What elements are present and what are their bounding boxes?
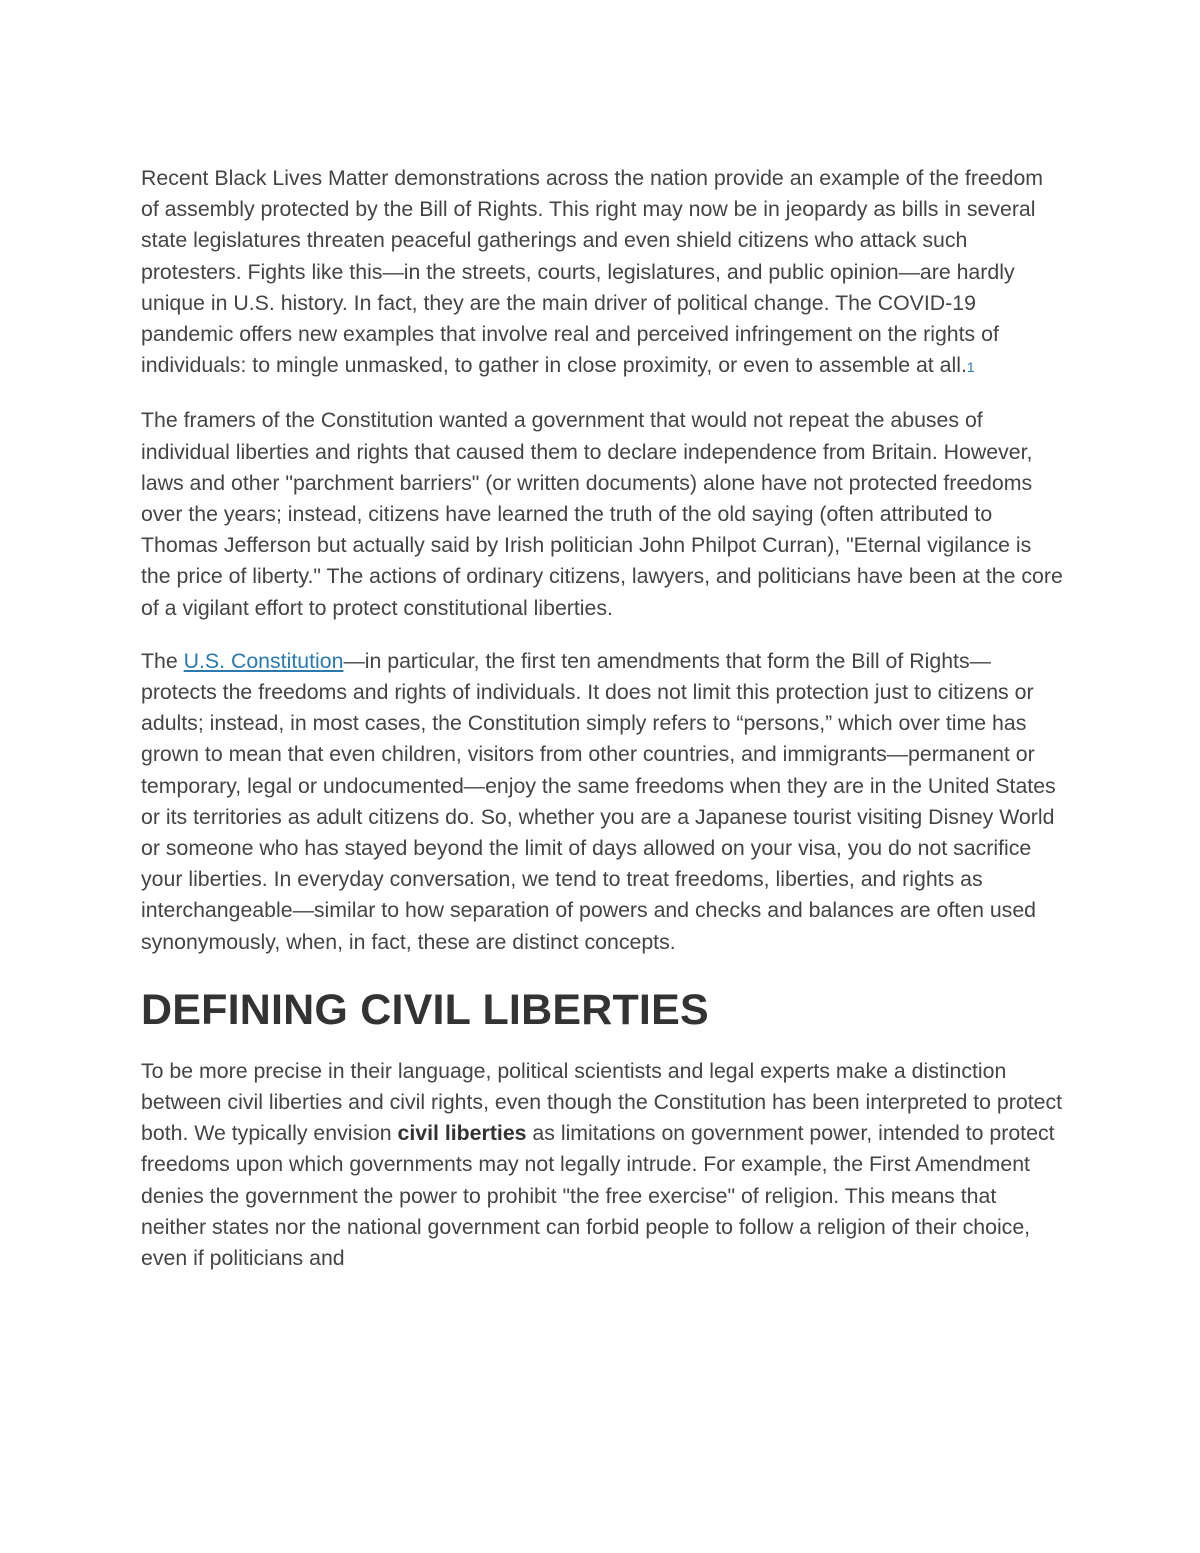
- paragraph-us-constitution: [141, 646, 1066, 958]
- us-constitution-link[interactable]: U.S. Constitution: [183, 648, 344, 673]
- footnote-marker[interactable]: 1: [966, 359, 975, 376]
- paragraph-text-before-link: The: [141, 648, 184, 673]
- paragraph-text: The framers of the Constitution wanted a government that would not repeat the abuses of individual liberties and rights that caused them to declare independence from Britain. However, laws and other "parchment barriers" (or written documents) alone have not protected freedoms over the years; instead, citizens have learned the truth of the old saying (often attributed to Thomas Jefferson but actually said by Irish politician John Philpot Curran), "Eternal vigilance is the price of liberty." The actions of ordinary citizens, lawyers, and politicians have been at the core of a vigilant effort to protect constitutional liberties.: [141, 408, 1063, 620]
- paragraph-text-before-bold: To be more precise in their language, political scientists and legal experts make a distinction between civil liberties and civil rights, even though the Constitution has been interpreted to protect both. We typically envision: [141, 1058, 1063, 1146]
- bold-term-civil-liberties: civil liberties: [397, 1121, 527, 1146]
- paragraph-text-after-link: —in particular, the first ten amendments that form the Bill of Rights—protects the freedoms and rights of individuals. It does not limit this protection just to citizens or adults; instead, in most cases, the Constitution simply refers to “persons,” which over time has grown to mean that even children, visitors from other countries, and immigrants—permanent or temporary, legal or undocumented—enjoy the same freedoms when they are in the United States or its territories as adult citizens do. So, whether you are a Japanese tourist visiting Disney World or someone who has stayed beyond the limit of days allowed on your visa, you do not sacrifice your liberties. In everyday conversation, we tend to treat freedoms, liberties, and rights as interchangeable—similar to how separation of powers and checks and balances are often used synonymously, when, in fact, these are distinct concepts.: [141, 648, 1056, 954]
- section-heading: DEFINING CIVIL LIBERTIES: [141, 985, 709, 1034]
- paragraph-framers: [141, 405, 1066, 623]
- document-page: [141, 163, 1066, 1296]
- paragraph-civil-liberties-definition: [141, 1056, 1066, 1274]
- paragraph-black-lives-matter: [141, 163, 1066, 383]
- paragraph-text: Recent Black Lives Matter demonstrations across the nation provide an example of the freedom of assembly protected by the Bill of Rights. This right may now be in jeopardy as bills in several state legislatures threaten peaceful gatherings and even shield citizens who attack such protesters. Fights like this—in the streets, courts, legislatures, and public opinion—are hardly unique in U.S. history. In fact, they are the main driver of political change. The COVID-19 pandemic offers new examples that involve real and perceived infringement on the rights of individuals: to mingle unmasked, to gather in close proximity, or even to assemble at all.: [141, 166, 1044, 378]
- paragraph-text-after-bold: as limitations on government power, intended to protect freedoms upon which governments may not legally intrude. For example, the First Amendment denies the government the power to prohibit "the free exercise" of religion. This means that neither states nor the national government can forbid people to follow a religion of their choice, even if politicians and: [141, 1121, 1055, 1271]
